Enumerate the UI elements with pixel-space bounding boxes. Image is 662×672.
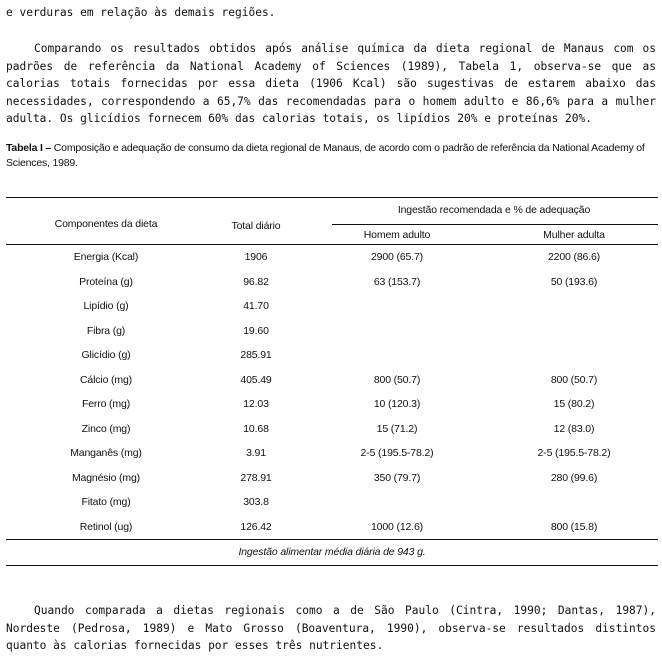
table-row (0, 276, 662, 301)
row-component: Lipídio (g) (83, 300, 129, 312)
header-men: Homem adulto (363, 229, 431, 241)
table-row (0, 472, 662, 497)
header-component: Componentes da dieta (54, 218, 158, 230)
row-component: Proteína (g) (79, 275, 133, 288)
table-group-rule (332, 224, 658, 225)
row-men: 2-5 (195.5-78.2) (360, 447, 434, 459)
row-total: 12.03 (243, 398, 269, 410)
row-total: 96.82 (243, 275, 269, 288)
row-men: 800 (50.7) (373, 373, 421, 386)
table-header-rule (6, 244, 658, 245)
row-women: 50 (193.6) (550, 275, 598, 288)
row-total: 278.91 (240, 471, 272, 484)
intro-paragraph (6, 40, 656, 128)
row-component: Glicídio (g) (81, 349, 131, 361)
header-women: Mulher adulta (543, 229, 605, 241)
row-total: 19.60 (243, 324, 269, 337)
table-row (0, 521, 662, 546)
header-total: Total diário (231, 220, 281, 232)
row-total: 10.68 (243, 422, 269, 435)
table-caption-label: Tabela I – (6, 142, 52, 154)
table-row (0, 300, 662, 325)
row-component: Energia (Kcal) (73, 251, 139, 263)
row-component: Ferro (mg) (81, 398, 131, 410)
table-row (0, 496, 662, 521)
row-total: 303.8 (243, 496, 269, 508)
row-men: 350 (79.7) (373, 471, 421, 484)
row-women: 15 (80.2) (553, 398, 595, 410)
row-component: Cálcio (mg) (79, 373, 133, 386)
row-women: 800 (15.8) (550, 520, 598, 533)
table-caption-text: Composição e adequação de consumo da dieta regional de Manaus, de acordo com o padrão de referência da National Academy of Sciences, 1989. (6, 142, 645, 169)
table-footnote: Ingestão alimentar média diária de 943 g. (238, 546, 426, 558)
row-total: 1906 (244, 251, 268, 263)
intro-paragraph-text: Comparando os resultados obtidos após análise química da dieta regional de Manaus com os padrões de referência da National Academy of Sciences (1989), Tabela 1, observa-se que as calorias totais fornecidas por essa dieta (1906 Kcal) são sugestivas de estarem abaixo das necessidades, correspondendo a 65,7% das recomendadas para o homem adulto e 86,6% para a mulher adulta. Os glicídios fornecem 60% das calorias totais, os lipídios 20% e proteínas 20%. (6, 42, 656, 126)
table-row (0, 349, 662, 374)
row-women: 2200 (86.6) (547, 251, 601, 263)
closing-paragraph-text: Quando comparada a dietas regionais como a de São Paulo (Cintra, 1990; Dantas, 1987), Nordeste (Pedrosa, 1989) e Mato Grosso (Boaventura, 1990), observa-se resultados distintos quanto às calorias fornecidas por esses três nutrientes. (6, 604, 656, 653)
row-total: 285.91 (240, 349, 272, 361)
row-total: 126.42 (240, 520, 272, 533)
row-women: 800 (50.7) (550, 373, 598, 386)
intro-first-line: e verduras em relação às demais regiões. (6, 6, 276, 19)
header-recommended-group: Ingestão recomendada e % de adequação (397, 204, 591, 216)
row-component: Fitato (mg) (81, 496, 131, 508)
row-total: 41.70 (243, 300, 269, 312)
table-caption (6, 141, 658, 171)
row-component: Fibra (g) (86, 324, 126, 337)
row-total: 3.91 (246, 447, 266, 459)
row-component: Manganês (mg) (70, 447, 142, 459)
table-row (0, 374, 662, 399)
table-footnote-rule (6, 565, 658, 566)
row-men: 2900 (65.7) (370, 251, 424, 263)
row-men: 10 (120.3) (373, 398, 421, 410)
row-men: 63 (153.7) (373, 275, 421, 288)
row-component: Zinco (mg) (81, 422, 131, 435)
row-women: 2-5 (195.5-78.2) (537, 447, 611, 459)
table-row (0, 398, 662, 423)
row-women: 280 (99.6) (550, 471, 598, 484)
table-row (0, 423, 662, 448)
row-men: 15 (71.2) (376, 422, 418, 435)
table-row (0, 447, 662, 472)
row-component: Retinol (ug) (79, 520, 133, 533)
closing-paragraph (6, 602, 656, 655)
row-women: 12 (83.0) (553, 422, 595, 435)
row-men: 1000 (12.6) (370, 520, 424, 533)
row-component: Magnésio (mg) (71, 471, 141, 484)
table-row (0, 251, 662, 276)
row-total: 405.49 (240, 373, 272, 386)
table-row (0, 325, 662, 350)
table-top-rule (6, 197, 658, 198)
